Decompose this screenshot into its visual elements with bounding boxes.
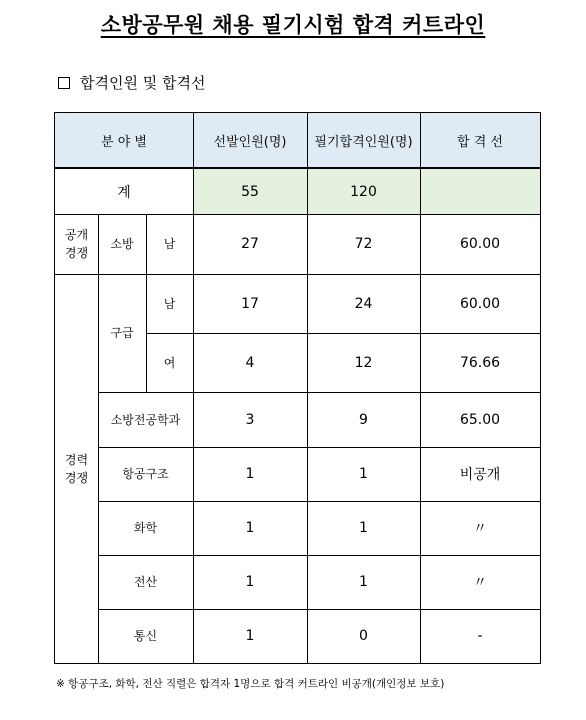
rescue-male-selected: 17: [241, 295, 259, 312]
grid-line: [98, 501, 540, 502]
fire-major-cutline: 65.00: [459, 411, 501, 428]
total-selected: 55: [193, 169, 307, 214]
computing-cutline: 〃: [473, 575, 487, 591]
aviation-category: 항공구조: [122, 467, 169, 481]
header-passed: 필기합격인원(명): [307, 113, 420, 168]
grid-line: [98, 392, 540, 393]
grid-line: [307, 113, 308, 663]
telecom-cutline: -: [477, 628, 483, 644]
grid-line: [98, 555, 540, 556]
firefighting-sub: 남: [163, 237, 176, 251]
fire-major-category: 소방전공학과: [110, 412, 181, 427]
grid-line: [193, 113, 194, 663]
aviation-selected: 1: [245, 466, 255, 482]
chemistry-category: 화학: [133, 521, 158, 535]
section-heading: [58, 72, 205, 94]
header-divider: [55, 167, 540, 169]
telecom-category: 통신: [133, 629, 158, 643]
rescue-male-cutline: 60.00: [459, 295, 501, 312]
group-public-competition: 공개 경쟁: [64, 228, 89, 260]
document-title-text: 소방공무원 채용 필기시험 합격 커트라인: [100, 13, 486, 37]
telecom-selected: 1: [245, 628, 255, 644]
telecom-passed: 0: [359, 628, 368, 644]
footnote: ※ 항공구조, 화학, 전산 직렬은 합격자 1명으로 합격 커트라인 비공개(개인정보 보호): [56, 678, 445, 690]
firefighting-selected: 27: [241, 236, 259, 252]
grid-line: [420, 113, 421, 663]
header-cutline: 합 격 선: [420, 113, 540, 168]
total-label: 계: [117, 184, 131, 201]
grid-line: [98, 609, 540, 610]
rescue-female-cutline: 76.66: [459, 354, 501, 371]
firefighting-category: 소방: [110, 237, 134, 251]
aviation-cutline: 비공개: [459, 467, 501, 483]
grid-line: [146, 333, 540, 334]
grid-line: [55, 214, 540, 215]
rescue-female-passed: 12: [354, 354, 373, 371]
rescue-category: 구급: [110, 326, 134, 340]
grid-line: [98, 214, 99, 663]
grid-line: [55, 274, 540, 275]
total-passed: 120: [307, 169, 420, 214]
document-title: [0, 10, 586, 40]
header-field: 분 야 별: [55, 113, 193, 168]
section-heading-text: 합격인원 및 합격선: [80, 74, 206, 92]
firefighting-passed: 72: [354, 236, 373, 252]
rescue-male-passed: 24: [354, 295, 373, 312]
checkbox-square-icon: [58, 77, 70, 89]
chemistry-cutline: 〃: [473, 521, 487, 537]
rescue-female-selected: 4: [245, 354, 255, 371]
chemistry-passed: 1: [359, 520, 368, 536]
total-cutline: [420, 169, 540, 214]
cutline-table: [54, 112, 541, 664]
fire-major-selected: 3: [245, 411, 255, 428]
grid-line: [98, 447, 540, 448]
header-selected: 선발인원(명): [193, 113, 307, 168]
computing-passed: 1: [359, 574, 368, 590]
aviation-passed: 1: [359, 466, 368, 482]
group-career-competition: 경력 경쟁: [64, 452, 89, 485]
rescue-female-sub: 여: [163, 355, 176, 370]
fire-major-passed: 9: [359, 411, 368, 428]
computing-selected: 1: [245, 574, 255, 590]
chemistry-selected: 1: [245, 520, 255, 536]
firefighting-cutline: 60.00: [459, 236, 501, 252]
computing-category: 전산: [133, 575, 158, 589]
grid-line: [146, 214, 147, 392]
rescue-male-sub: 남: [163, 296, 176, 311]
